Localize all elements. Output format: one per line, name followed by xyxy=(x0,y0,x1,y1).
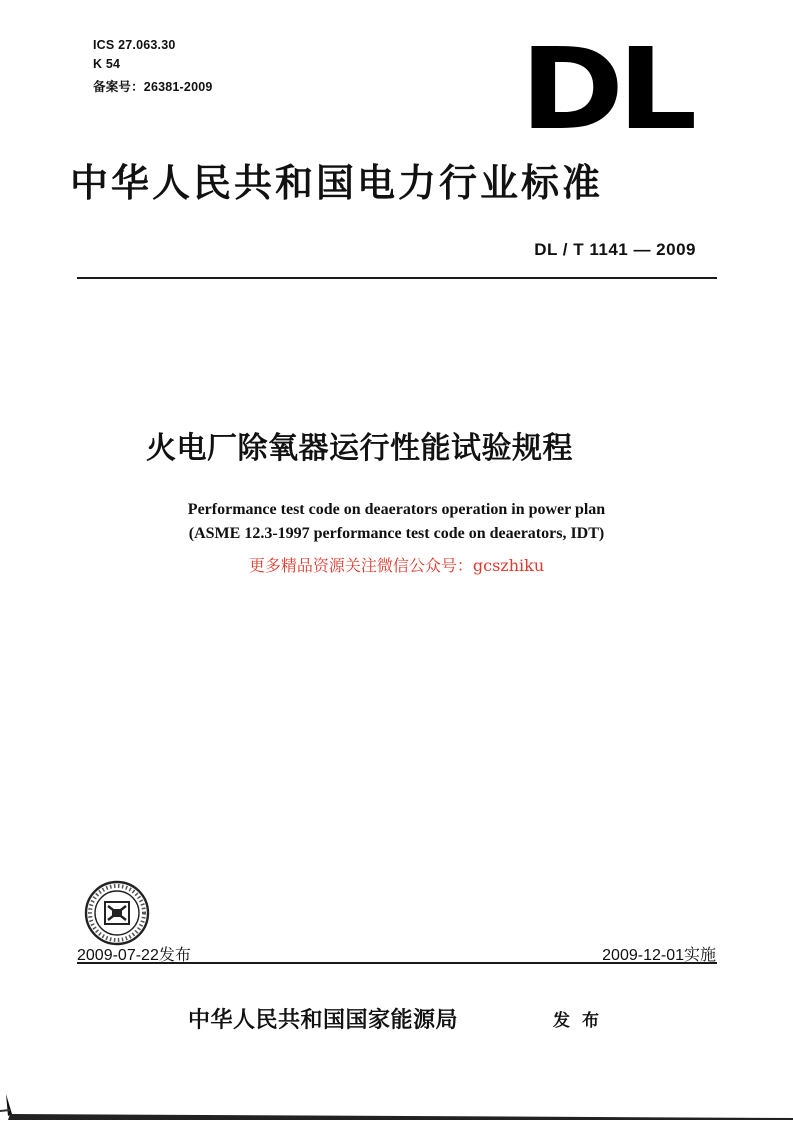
document-title-en-line1: Performance test code on deaerators operation in power plan xyxy=(187,501,606,518)
scan-edge-artifact xyxy=(0,1092,793,1122)
industry-standard-title: 中华人民共和国电力行业标准 xyxy=(70,161,604,205)
publisher-name: 中华人民共和国国家能源局 xyxy=(188,1008,459,1033)
publish-label: 发布 xyxy=(553,1011,611,1031)
top-divider xyxy=(77,277,717,279)
issue-date: 2009-07-22发布 xyxy=(77,947,191,964)
document-title-en-line2: (ASME 12.3-1997 performance test code on deaerators, IDT) xyxy=(188,525,605,542)
ics-code: ICS 27.063.30 xyxy=(93,38,176,52)
classification-code: K 54 xyxy=(93,57,121,71)
china-electric-press-seal-icon xyxy=(84,880,150,946)
document-title-cn: 火电厂除氧器运行性能试验规程 xyxy=(146,431,573,466)
record-number: 备案号：26381-2009 xyxy=(93,80,213,94)
implementation-date: 2009-12-01实施 xyxy=(602,947,716,964)
wechat-promo-note: 更多精品资源关注微信公众号：gcszhiku xyxy=(248,556,545,575)
standard-number: DL / T 1141 — 2009 xyxy=(534,240,696,259)
dl-logo: DL xyxy=(520,25,691,155)
